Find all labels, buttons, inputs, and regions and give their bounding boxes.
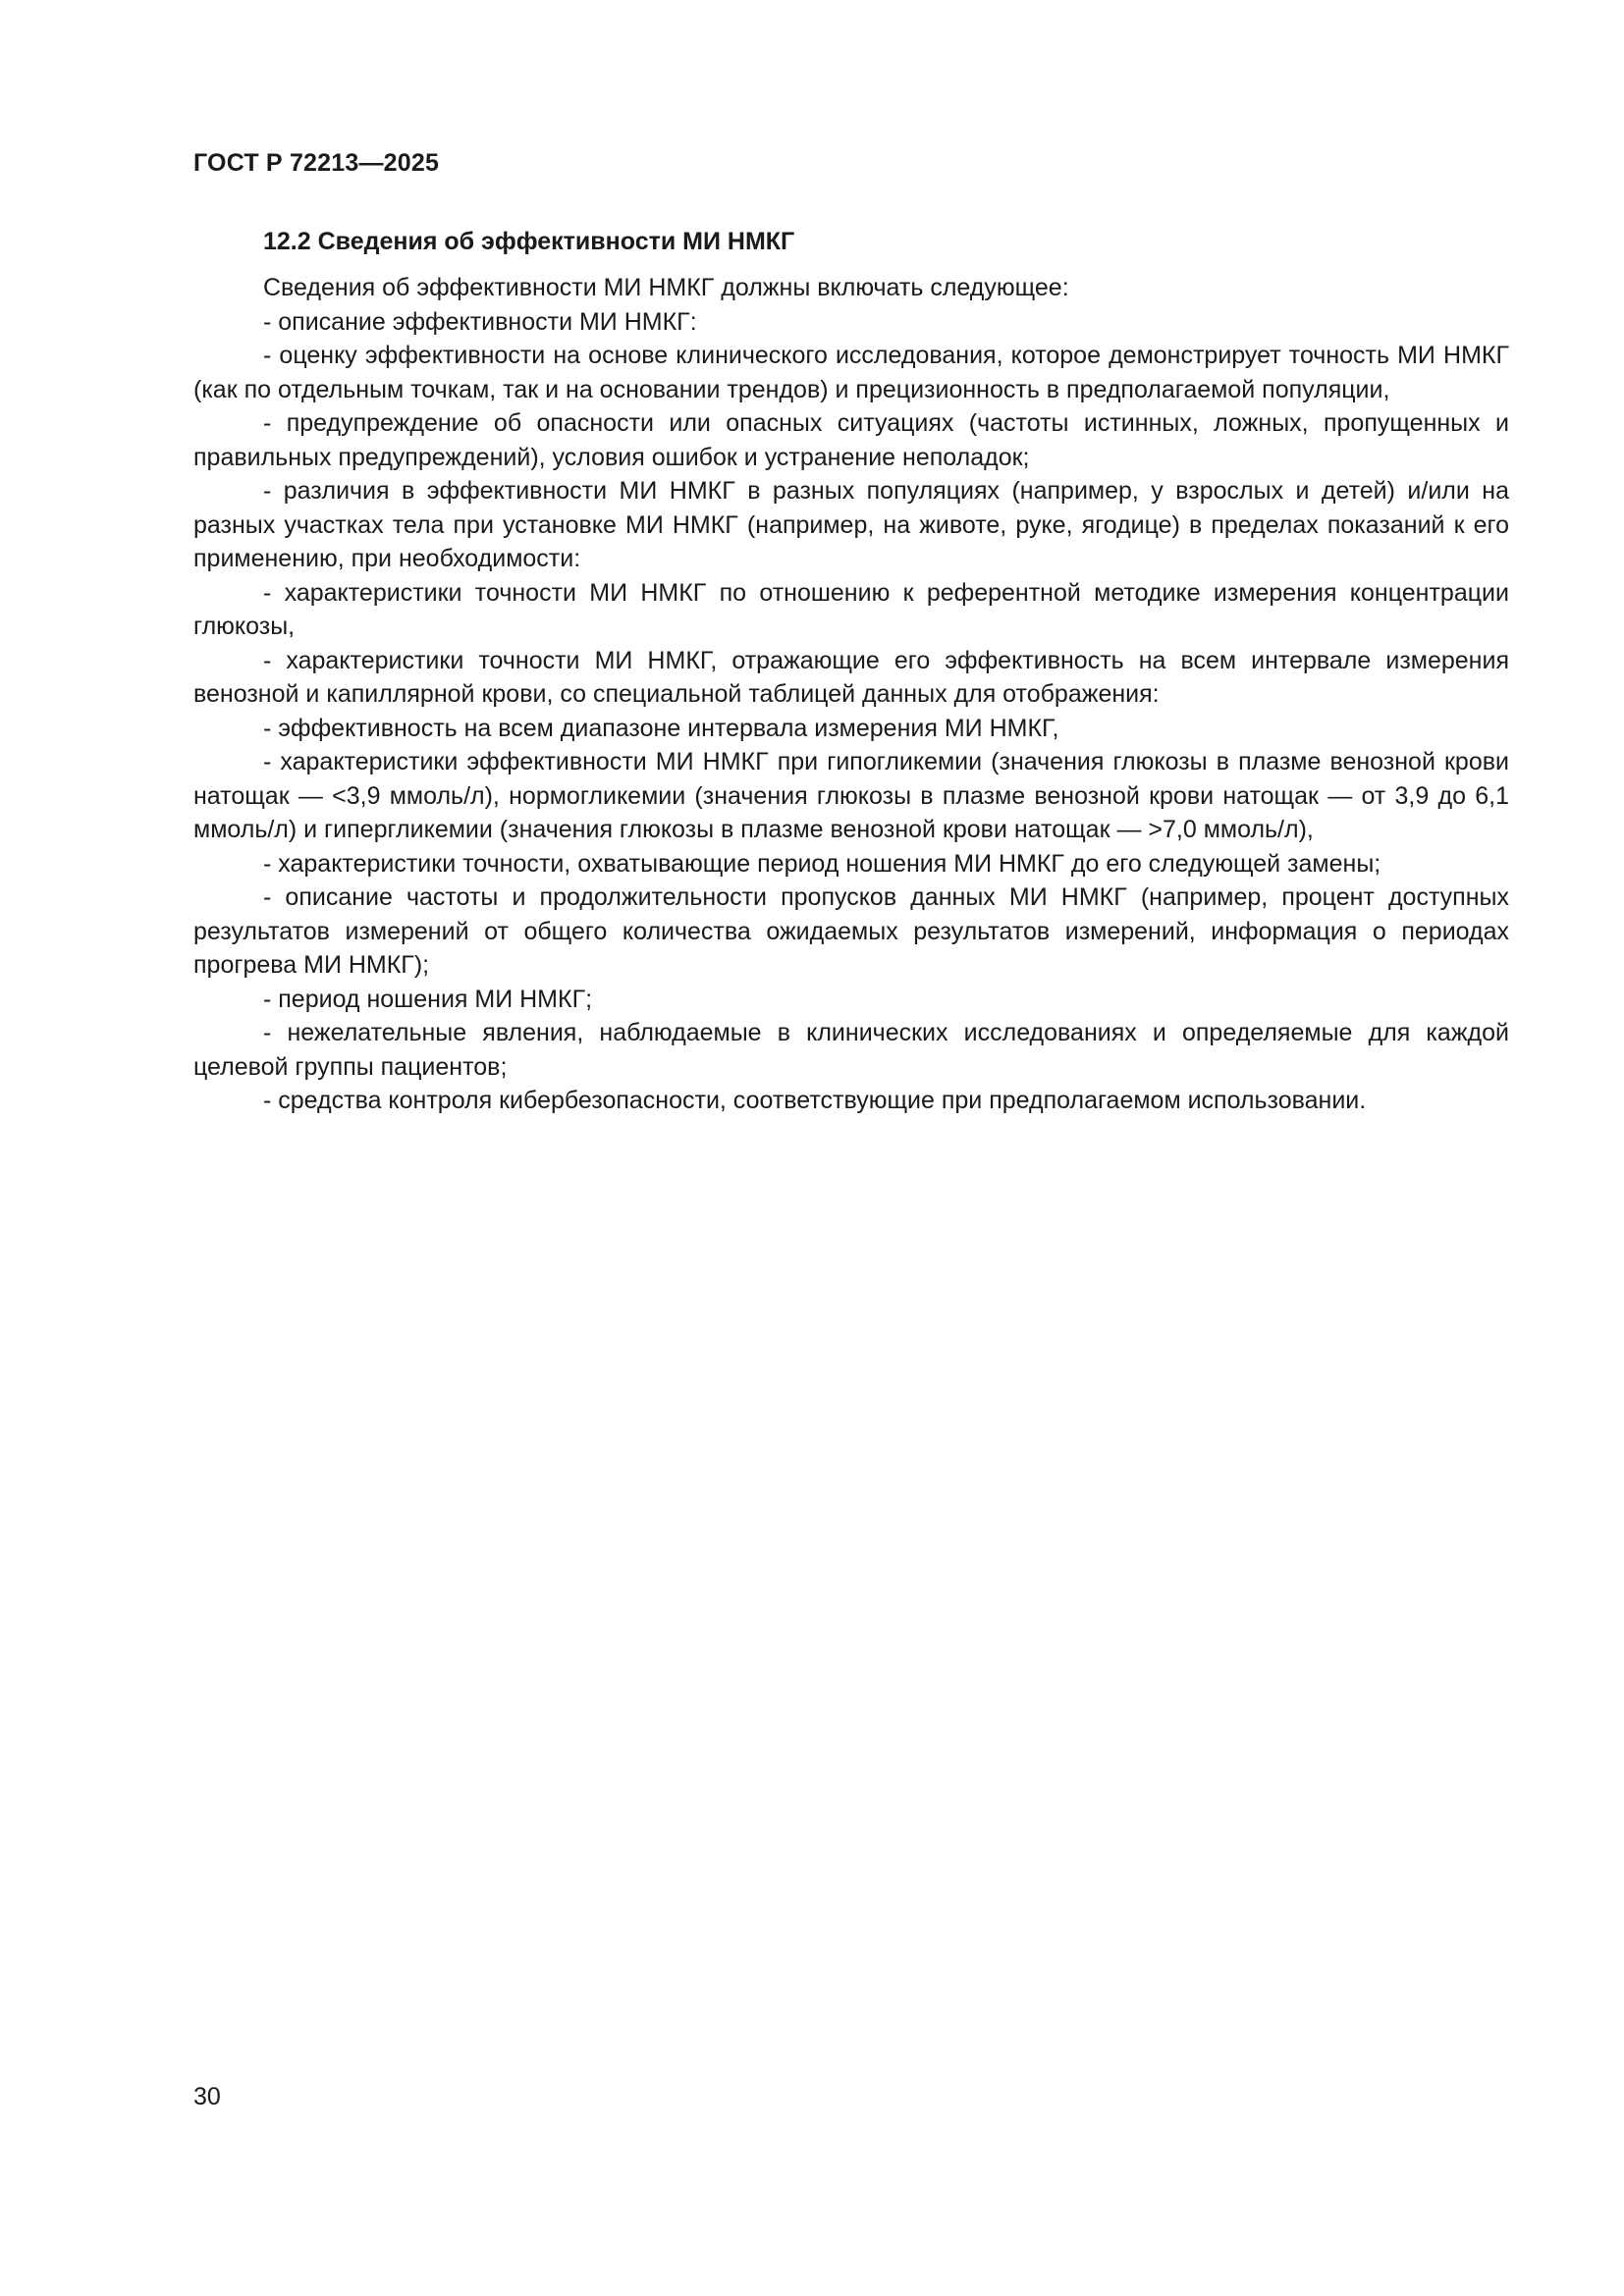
section-body — [193, 271, 1509, 1118]
list-item: - характеристики точности МИ НМКГ, отражающие его эффективность на всем интервале измерения венозной и капиллярной крови, со специальной таблицей данных для отображения: — [193, 646, 1509, 708]
list-item: - период ношения МИ НМКГ; — [263, 985, 593, 1013]
sub-list-item: - характеристики эффективности МИ НМКГ при гипогликемии (значения глюкозы в плазме венозной крови натощак — <3,9 ммоль/л), нормогликемии (значения глюкозы в плазме венозной крови натощак — от 3,9 до 6,1 ммоль/л) и гипергликемии (значения глюкозы в плазме венозной крови натощак — >7,0 ммоль/л), — [193, 748, 1509, 843]
sub-list-item: - эффективность на всем диапазоне интервала измерения МИ НМКГ, — [263, 714, 1059, 742]
section-title: 12.2 Сведения об эффективности МИ НМКГ — [263, 228, 795, 255]
list-item: - различия в эффективности МИ НМКГ в разных популяциях (например, у взрослых и детей) и/или на разных участках тела при установке МИ НМКГ (например, на животе, руке, ягодице) в пределах показаний к его применению, при необходимости: — [193, 477, 1509, 572]
list-item: - оценку эффективности на основе клинического исследования, которое демонстрирует точность МИ НМКГ (как по отдельным точкам, так и на основании трендов) и прецизионность в предполагаемой популяции, — [193, 342, 1509, 403]
page-number: 30 — [193, 2083, 221, 2110]
list-item: - предупреждение об опасности или опасных ситуациях (частоты истинных, ложных, пропущенных и правильных предупреждений), условия ошибок и устранение неполадок; — [193, 409, 1509, 471]
list-item: - описание эффективности МИ НМКГ: — [263, 307, 697, 336]
list-item: - характеристики точности МИ НМКГ по отношению к референтной методике измерения концентрации глюкозы, — [193, 578, 1509, 640]
document-header: ГОСТ Р 72213—2025 — [193, 149, 440, 177]
paragraph-intro: Сведения об эффективности МИ НМКГ должны включать следующее: — [263, 274, 1069, 301]
list-item: - средства контроля кибербезопасности, соответствующие при предполагаемом использовании. — [263, 1087, 1367, 1114]
list-item: - нежелательные явления, наблюдаемые в клинических исследованиях и определяемые для каждой целевой группы пациентов; — [193, 1019, 1509, 1081]
list-item: - характеристики точности, охватывающие период ношения МИ НМКГ до его следующей замены; — [263, 849, 1381, 878]
list-item: - описание частоты и продолжительности пропусков данных МИ НМКГ (например, процент доступных результатов измерений от общего количества ожидаемых результатов измерений, информация о периодах прогрева МИ НМКГ); — [193, 883, 1509, 979]
